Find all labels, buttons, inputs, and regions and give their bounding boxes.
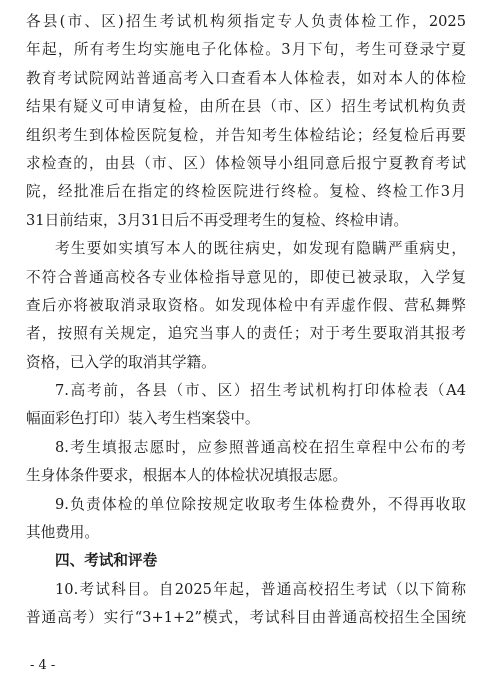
paragraph-line: 7.高考前，各县（市、区）招生考试机构打印体检表（A4 [55, 382, 466, 400]
paragraph-line: 31日前结束，3月31日后不再受理考生的复检、终检申请。 [26, 211, 409, 229]
paragraph-line: 查后亦将被取消录取资格。如发现体检中有弄虚作假、营私舞弊 [26, 296, 466, 314]
paragraph-line: 年起，所有考生均实施电子化体检。3月下旬，考生可登录宁夏 [26, 41, 466, 59]
paragraph-line: 不符合普通高校各专业体检指导意见的，即使已被录取，入学复 [26, 268, 466, 286]
paragraph-line: 资格，已入学的取消其学籍。 [26, 353, 216, 371]
paragraph-line: 10.考试科目。自2025年起，普通高校招生考试（以下简称 [55, 580, 466, 598]
paragraph-line: 结果有疑义可申请复检，由所在县（市、区）招生考试机构负责 [26, 98, 466, 116]
paragraph-line: 者，按照有关规定，追究当事人的责任；对于考生要取消其报考 [26, 325, 466, 343]
paragraph-line: 教育考试院网站普通高考入口查看本人体检表，如对本人的体检 [26, 69, 466, 87]
page-number: - 4 - [30, 658, 56, 673]
paragraph-line: 其他费用。 [26, 524, 99, 542]
paragraph-line: 普通高考）实行“3+1+2”模式，考试科目由普通高校招生全国统 [26, 609, 466, 627]
paragraph-line: 考生要如实填写本人的既往病史，如发现有隐瞒严重病史， [55, 240, 466, 258]
paragraph-line: 求检查的，由县（市、区）体检领导小组同意后报宁夏教育考试 [26, 154, 466, 172]
paragraph-line: 幅面彩色打印）装入考生档案袋中。 [26, 410, 260, 428]
paragraph-line: 生身体条件要求，根据本人的体检状况填报志愿。 [26, 467, 348, 485]
section-heading: 四、考试和评卷 [55, 552, 158, 570]
paragraph-line: 院，经批准后在指定的终检医院进行终检。复检、终检工作3月 [26, 183, 466, 201]
paragraph-line: 9.负责体检的单位除按规定收取考生体检费外，不得再收取 [55, 495, 466, 513]
document-body [26, 8, 466, 633]
paragraph-line: 各县(市、区)招生考试机构须指定专人负责体检工作，2025 [26, 13, 466, 30]
paragraph-line: 组织考生到体检医院复检，并告知考生体检结论；经复检后再要 [26, 126, 466, 144]
paragraph-line: 8.考生填报志愿时，应参照普通高校在招生章程中公布的考 [55, 438, 466, 456]
